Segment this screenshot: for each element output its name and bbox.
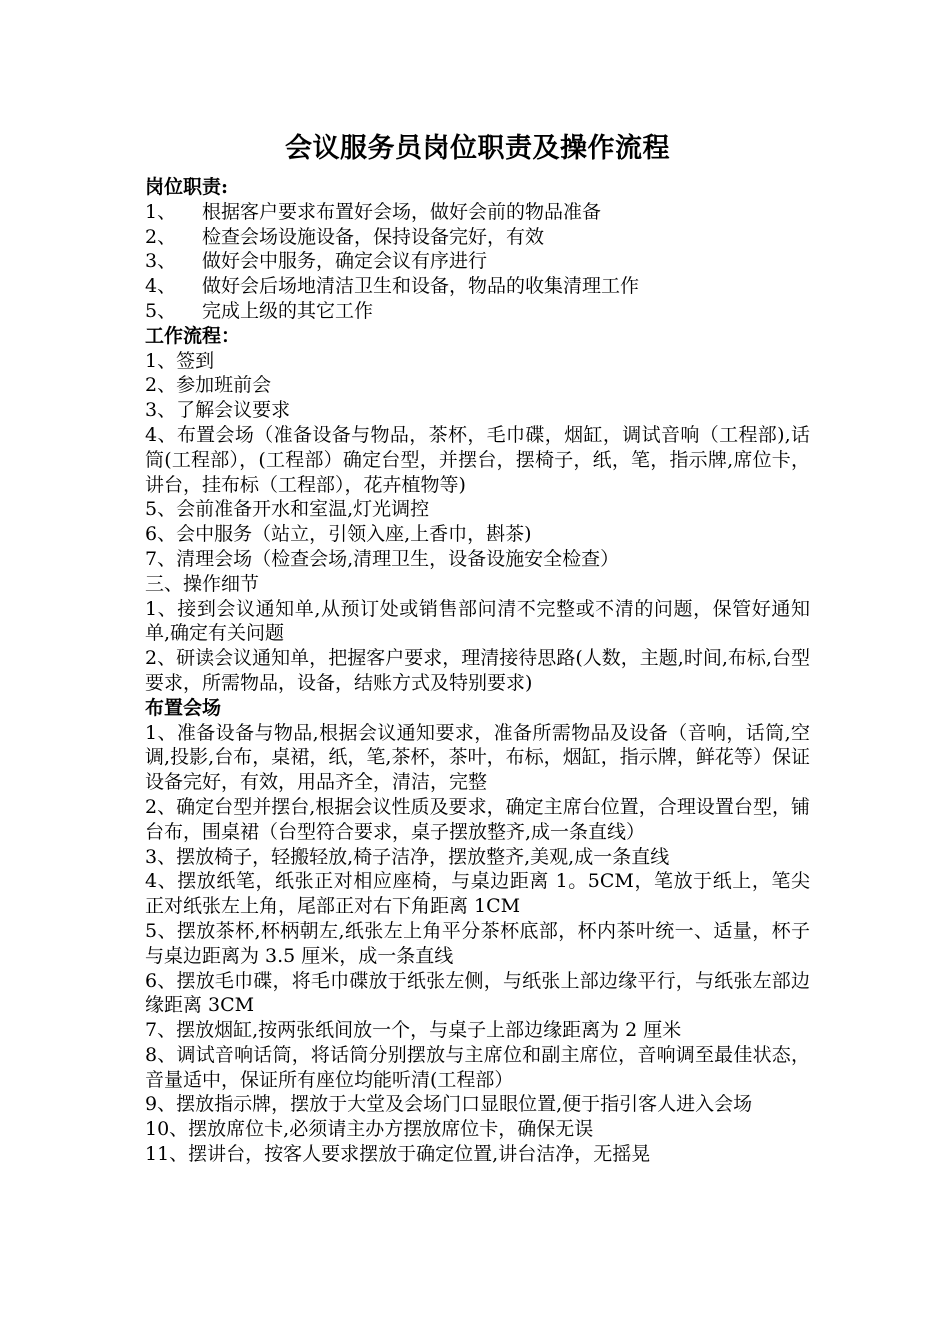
document-title: 会议服务员岗位职责及操作流程 [285, 133, 670, 164]
duty-number: 5、 [145, 299, 177, 322]
layout-item: 1、准备设备与物品,根据会议通知要求，准备所需物品及设备（音响，话筒,空调,投影,台布，桌裙，纸，笔,茶杯，茶叶，布标，烟缸，指示牌，鲜花等）保证设备完好，有效，用品齐全，清洁，完整 [145, 721, 810, 794]
duty-item [145, 274, 810, 299]
layout-item: 3、摆放椅子，轻搬轻放,椅子洁净，摆放整齐,美观,成一条直线 [145, 845, 670, 868]
layout-item: 4、摆放纸笔，纸张正对相应座椅，与桌边距离 1。5CM，笔放于纸上，笔尖正对纸张左上角，尾部正对右下角距离 1CM [145, 870, 810, 918]
layout-item: 6、摆放毛巾碟，将毛巾碟放于纸张左侧，与纸张上部边缘平行，与纸张左部边缘距离 3CM [145, 969, 810, 1017]
details-item: 2、研读会议通知单，把握客户要求，理清接待思路(人数，主题,时间,布标,台型要求，所需物品，设备，结账方式及特别要求) [145, 647, 810, 694]
layout-item: 11、摆讲台，按客人要求摆放于确定位置,讲台洁净，无摇晃 [145, 1143, 651, 1166]
workflow-item: 4、布置会场（准备设备与物品，茶杯，毛巾碟，烟缸，调试音响（工程部),话筒(工程部），(工程部）确定台型，并摆台，摆椅子，纸，笔，指示牌,席位卡，讲台，挂布标（工程部），花卉植物等) [145, 423, 810, 496]
duty-number: 4、 [145, 275, 177, 298]
layout-item: 2、确定台型并摆台,根据会议性质及要求，确定主席台位置，合理设置台型，铺台布，围桌裙（台型符合要求，桌子摆放整齐,成一条直线） [145, 795, 810, 843]
duty-item [145, 200, 810, 225]
duty-number: 2、 [145, 225, 177, 248]
layout-item: 9、摆放指示牌，摆放于大堂及会场门口显眼位置,便于指引客人进入会场 [145, 1093, 753, 1116]
details-section [145, 572, 810, 696]
workflow-item: 5、会前准备开水和室温,灯光调控 [145, 498, 430, 521]
layout-heading: 布置会场 [145, 696, 222, 719]
layout-item: 8、调试音响话筒，将话筒分别摆放与主席位和副主席位，音响调至最佳状态，音量适中，保证所有座位均能听清(工程部） [145, 1043, 810, 1091]
duty-item [145, 299, 810, 324]
details-heading: 三、操作细节 [145, 572, 260, 595]
workflow-item: 7、清理会场（检查会场,清理卫生，设备设施安全检查） [145, 547, 620, 570]
workflow-heading: 工作流程： [145, 324, 241, 347]
details-item: 1、接到会议通知单,从预订处或销售部问清不完整或不清的问题，保管好通知单,确定有关问题 [145, 597, 810, 645]
workflow-item: 3、了解会议要求 [145, 399, 291, 422]
duty-text: 根据客户要求布置好会场，做好会前的物品准备 [202, 200, 602, 223]
duty-text: 完成上级的其它工作 [202, 299, 374, 322]
duty-number: 1、 [145, 200, 177, 223]
duty-item [145, 249, 810, 274]
duty-number: 3、 [145, 250, 177, 273]
layout-section [145, 696, 810, 1167]
workflow-item: 2、参加班前会 [145, 374, 272, 397]
duties-heading: 岗位职责: [145, 176, 229, 198]
workflow-item: 1、签到 [145, 349, 215, 372]
layout-item: 5、摆放茶杯,杯柄朝左,纸张左上角平分茶杯底部，杯内茶叶统一、适量，杯子与桌边距离为 3.5 厘米，成一条直线 [145, 919, 810, 967]
workflow-item: 6、会中服务（站立，引领入座,上香巾，斟茶) [145, 523, 532, 546]
duty-item [145, 225, 810, 250]
layout-item: 7、摆放烟缸,按两张纸间放一个，与桌子上部边缘距离为 2 厘米 [145, 1019, 682, 1042]
duty-text: 做好会后场地清洁卫生和设备，物品的收集清理工作 [202, 275, 640, 298]
duties-section [145, 175, 810, 324]
duty-text: 检查会场设施设备，保持设备完好，有效 [202, 225, 545, 248]
layout-item: 10、摆放席位卡,必须请主办方摆放席位卡，确保无误 [145, 1118, 594, 1141]
document-page [145, 128, 810, 1167]
duty-text: 做好会中服务，确定会议有序进行 [202, 250, 488, 273]
workflow-section [145, 324, 810, 572]
